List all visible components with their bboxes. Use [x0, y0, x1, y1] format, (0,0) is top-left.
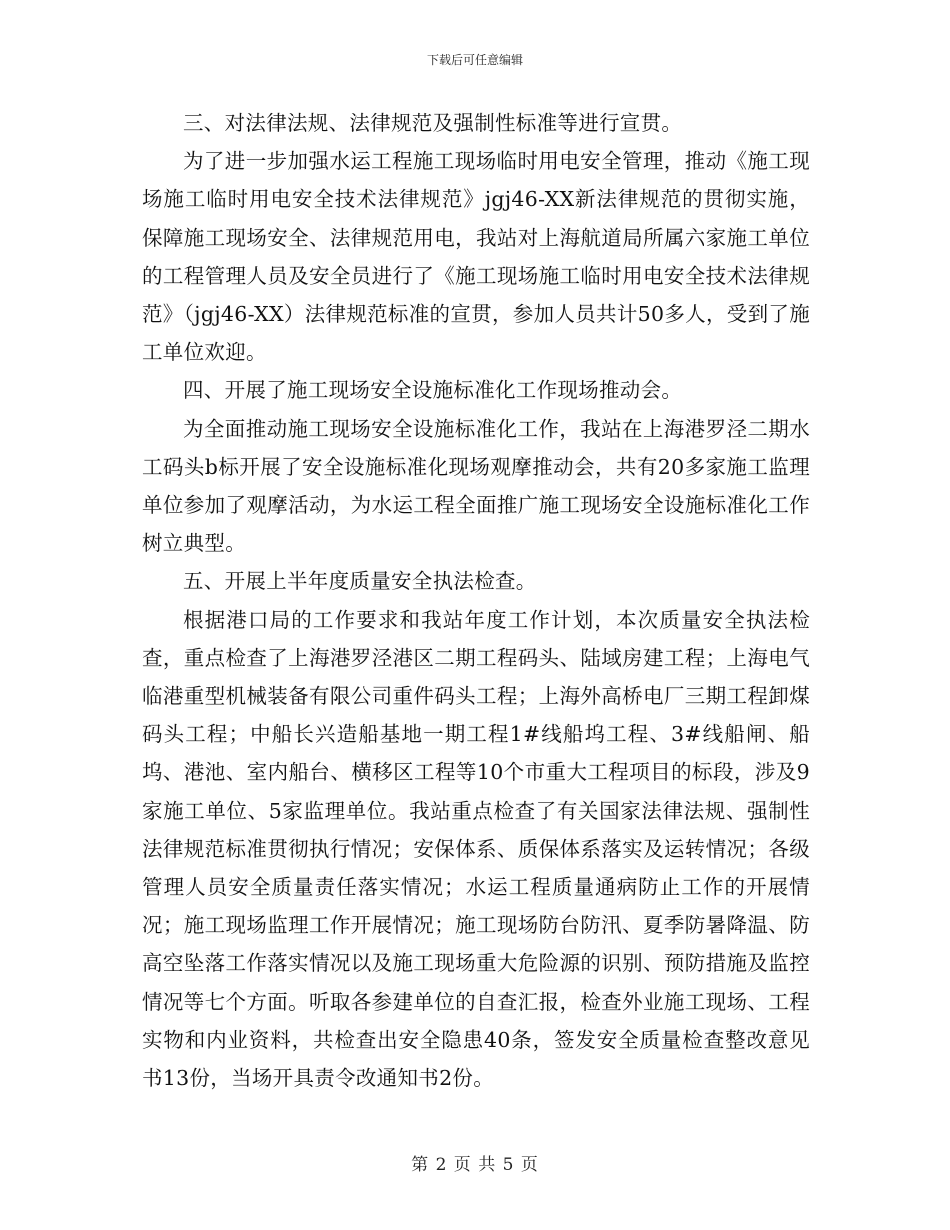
- page-number: 第 2 页 共 5 页: [411, 1155, 539, 1175]
- paragraph-inspection: 根据港口局的工作要求和我站年度工作计划，本次质量安全执法检查，重点检查了上海港罗泾港区二期工程码头、陆域房建工程；上海电气临港重型机械装备有限公司重件码头工程；上海外高桥电厂三期工程卸煤码头工程；中船长兴造船基地一期工程1#线船坞工程、3#线船闸、船坞、港池、室内船台、横移区工程等10个市重大工程项目的标段，涉及9家施工单位、5家监理单位。我站重点检查了有关国家法律法规、强制性法律规范标准贯彻执行情况；安保体系、质保体系落实及运转情况；各级管理人员安全质量责任落实情况；水运工程质量通病防止工作的开展情况；施工现场监理工作开展情况；施工现场防台防汛、夏季防暑降温、防高空坠落工作落实情况以及施工现场重大危险源的识别、预防措施及监控情况等七个方面。听取各参建单位的自查汇报，检查外业施工现场、工程实物和内业资料，共检查出安全隐患40条，签发安全质量检查整改意见书13份，当场开具责令改通知书2份。: [142, 607, 810, 1091]
- page-header: 下载后可任意编辑: [426, 53, 523, 67]
- paragraph-safety-facilities: 为全面推动施工现场安全设施标准化工作，我站在上海港罗泾二期水工码头b标开展了安全设施标准化现场观摩推动会，共有20多家施工监理单位参加了观摩活动，为水运工程全面推广施工现场安全设施标准化工作树立典型。: [142, 416, 810, 556]
- section-heading-4: 四、开展了施工现场安全设施标准化工作现场推动会。: [183, 378, 683, 403]
- document-body: [142, 104, 810, 1097]
- paragraph-electricity-standard: 为了进一步加强水运工程施工现场临时用电安全管理，推动《施工现场施工临时用电安全技术法律规范》jgj46-XX新法律规范的贯彻实施，保障施工现场安全、法律规范用电，我站对上海航道局所属六家施工单位的工程管理人员及安全员进行了《施工现场施工临时用电安全技术法律规范》（jgj46-XX）法律规范标准的宣贯，参加人员共计50多人，受到了施工单位欢迎。: [142, 149, 810, 365]
- section-heading-3: 三、对法律法规、法律规范及强制性标准等进行宣贯。: [183, 111, 683, 135]
- section-heading-5: 五、开展上半年度质量安全执法检查。: [183, 569, 537, 594]
